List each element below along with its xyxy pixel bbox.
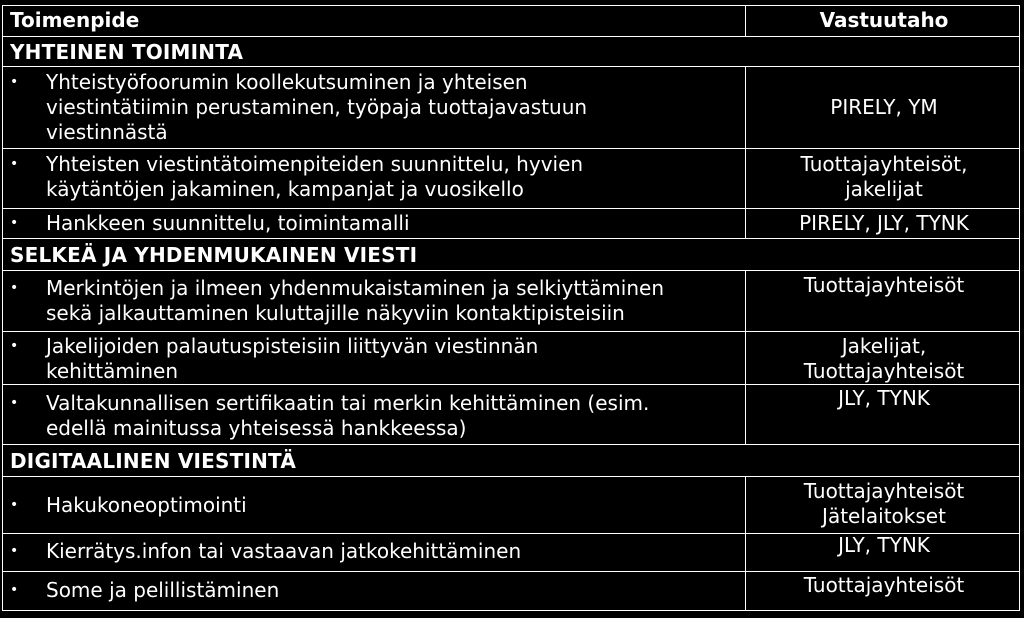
action-cell: Hakukoneoptimointi [46,493,247,517]
row-divider [2,36,1020,37]
section-title: YHTEINEN TOIMINTA [10,40,244,64]
action-cell: Jakelijoiden palautuspisteisiin liittyvän viestinnän kehittäminen [46,334,539,383]
responsible-cell: Tuottajayhteisöt Jätelaitokset [803,479,965,528]
row-divider [2,66,1020,67]
bullet-icon: • [10,582,19,598]
responsible-cell: Jakelijat, Tuottajayhteisöt [803,334,965,383]
responsible-cell: PIRELY, JLY, TYNK [799,211,969,235]
bullet-icon: • [10,74,19,90]
action-cell: Some ja pelillistäminen [46,578,280,602]
row-divider [2,444,1020,445]
section-title: DIGITAALINEN VIESTINTÄ [10,449,297,473]
bullet-icon: • [10,338,19,354]
bullet-icon: • [10,280,19,296]
responsible-cell: JLY, TYNK [838,386,930,410]
row-divider [2,571,1020,572]
row-divider [2,331,1020,332]
row-divider [2,238,1020,239]
row-divider [2,208,1020,209]
bullet-icon: • [10,497,19,513]
header-responsible: Vastuutaho [819,8,949,32]
column-divider [745,66,746,238]
bullet-icon: • [10,156,19,172]
responsible-cell: JLY, TYNK [838,533,930,557]
action-cell: Yhteisten viestintätoimenpiteiden suunnittelu, hyvien käytäntöjen jakaminen, kampanjat ja vuosikello [46,152,584,201]
action-cell: Kierrätys.infon tai vastaavan jatkokehittäminen [46,539,522,563]
header-action: Toimenpide [10,8,140,32]
row-divider [2,270,1020,271]
column-divider [745,5,746,36]
section-title: SELKEÄ JA YHDENMUKAINEN VIESTI [10,243,418,267]
column-divider [745,270,746,444]
responsible-cell: Tuottajayhteisöt [803,273,965,297]
responsible-cell: Tuottajayhteisöt [803,573,965,597]
row-divider [2,384,1020,385]
responsible-cell: Tuottajayhteisöt, jakelijat [800,152,968,201]
action-cell: Valtakunnallisen sertifikaatin tai merkin kehittäminen (esim. edellä mainitussa yhteisessä hankkeessa) [46,391,650,440]
bullet-icon: • [10,543,19,559]
column-divider [745,476,746,611]
bullet-icon: • [10,215,19,231]
responsible-cell: PIRELY, YM [830,95,938,119]
action-cell: Yhteistyöfoorumin koollekutsuminen ja yhteisen viestintätiimin perustaminen, työpaja tuottajavastuun viestinnästä [46,70,588,144]
action-cell: Hankkeen suunnittelu, toimintamalli [46,211,410,235]
row-divider [2,148,1020,149]
row-divider [2,476,1020,477]
action-cell: Merkintöjen ja ilmeen yhdenmukaistaminen ja selkiyttäminen sekä jalkauttaminen kuluttajille näkyviin kontaktipisteisiin [46,276,664,325]
bullet-icon: • [10,395,19,411]
